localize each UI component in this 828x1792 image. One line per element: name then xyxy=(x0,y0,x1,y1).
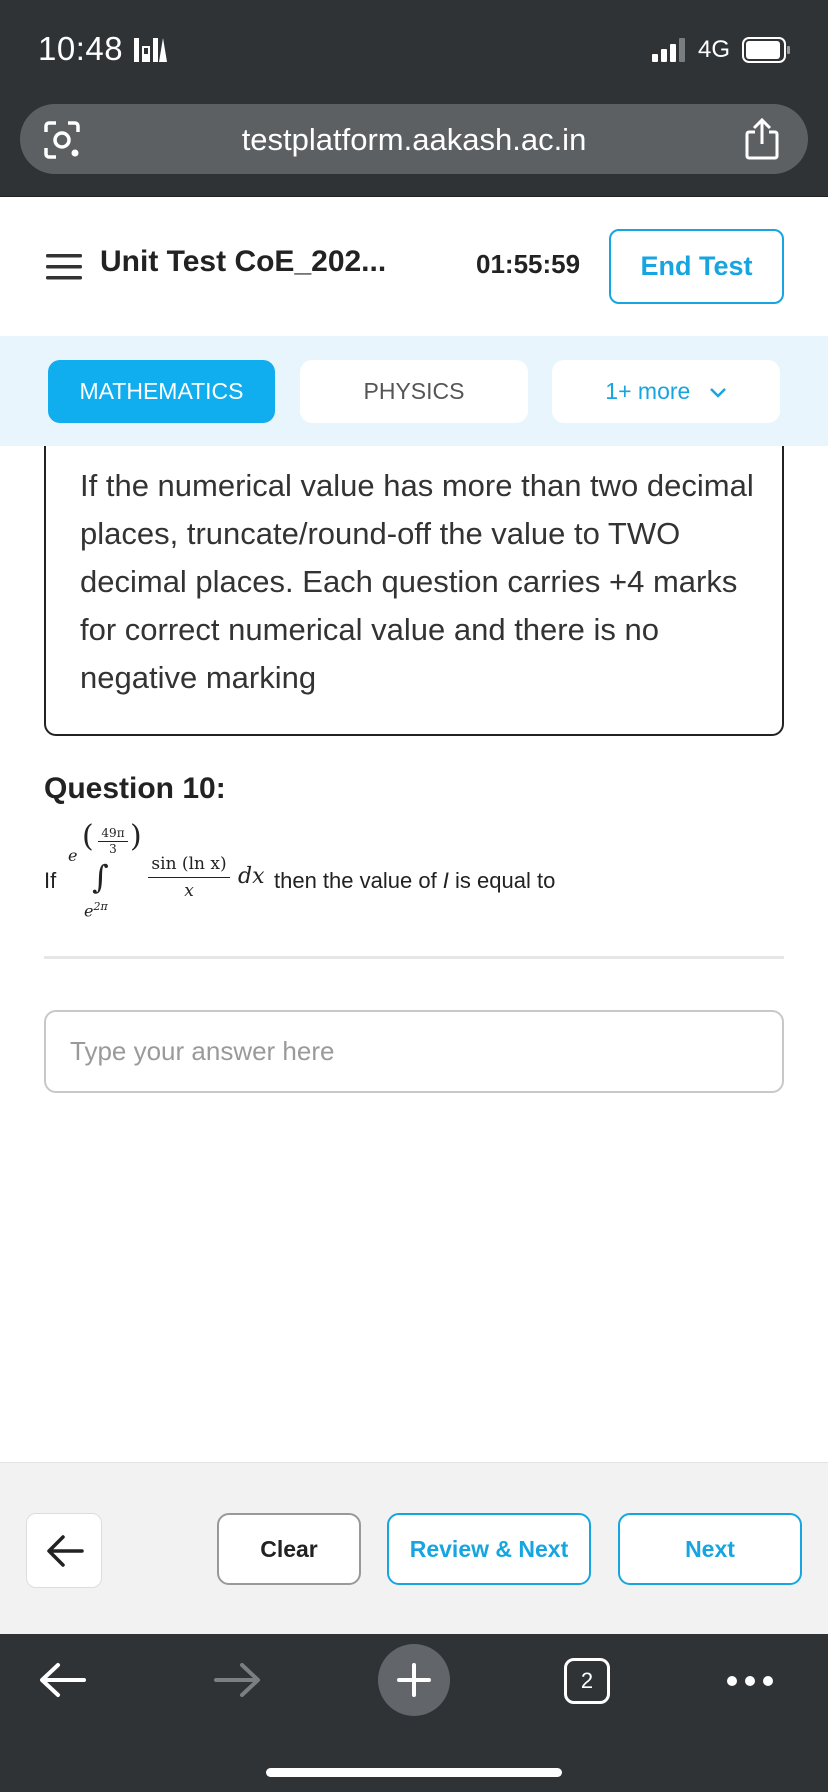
browser-back-icon[interactable] xyxy=(38,1660,88,1700)
instructions-text: If the numerical value has more than two decimal places, truncate/round-off the value to TWO decimal places. Each question carries +4 marks for correct numerical value and there is no negative marking xyxy=(80,468,754,695)
test-header xyxy=(0,196,828,336)
divider xyxy=(44,956,784,959)
question-suffix xyxy=(274,868,555,894)
countdown-timer: 01:55:59 xyxy=(476,249,581,279)
integrand xyxy=(148,854,230,901)
tab-more-subjects[interactable] xyxy=(552,360,780,423)
question-number: Question 10: xyxy=(44,772,226,805)
activity-icon xyxy=(133,36,167,64)
upper-limit-exponent xyxy=(98,826,128,856)
upper-limit-base: e xyxy=(68,846,78,865)
subject-tabs xyxy=(0,336,828,446)
home-indicator xyxy=(266,1768,562,1777)
end-test-button[interactable]: End Test xyxy=(609,229,784,304)
new-tab-button[interactable] xyxy=(378,1644,450,1716)
upper-exp-numerator: 49π xyxy=(98,826,128,842)
browser-forward-icon[interactable] xyxy=(212,1660,262,1700)
tabs-count-button[interactable]: 2 xyxy=(564,1658,610,1704)
question-variable: I xyxy=(442,868,449,893)
clear-button[interactable]: Clear xyxy=(217,1513,361,1585)
integrand-numerator: sin (ln x) xyxy=(148,854,230,878)
tab-physics[interactable]: PHYSICS xyxy=(300,360,528,423)
lower-limit-base: e xyxy=(84,901,94,921)
browser-toolbar xyxy=(0,98,828,196)
question-suffix-part1: then the value of xyxy=(274,868,443,893)
tab-mathematics[interactable]: MATHEMATICS xyxy=(48,360,275,423)
instructions-box xyxy=(44,446,784,736)
question-prefix: If xyxy=(44,868,57,893)
network-type: 4G xyxy=(698,36,731,63)
action-bar xyxy=(0,1462,828,1634)
differential: dx xyxy=(238,864,265,889)
signal-icon xyxy=(652,38,690,62)
address-bar[interactable] xyxy=(20,104,808,174)
browser-bottom-nav xyxy=(0,1634,828,1792)
url-text: testplatform.aakash.ac.in xyxy=(241,122,587,157)
status-bar xyxy=(0,0,828,98)
more-options-icon[interactable] xyxy=(726,1674,774,1688)
answer-input[interactable] xyxy=(44,1010,784,1093)
review-next-button[interactable]: Review & Next xyxy=(387,1513,591,1585)
share-icon[interactable] xyxy=(744,118,780,160)
chevron-down-icon xyxy=(709,387,727,399)
battery-icon xyxy=(742,37,790,63)
more-subjects-label: 1+ more xyxy=(605,378,691,404)
hamburger-menu-icon[interactable] xyxy=(46,253,82,281)
lower-limit-exponent: 2π xyxy=(93,900,108,913)
question-suffix-part2: is equal to xyxy=(448,868,556,893)
arrow-left-icon xyxy=(46,1534,84,1568)
upper-exp-denominator: 3 xyxy=(109,842,117,856)
previous-question-button[interactable] xyxy=(26,1513,102,1588)
plus-icon xyxy=(396,1662,432,1698)
lower-limit xyxy=(84,900,108,920)
integral-sign: ∫ xyxy=(92,858,109,896)
integrand-denominator: x xyxy=(184,881,194,901)
next-button[interactable]: Next xyxy=(618,1513,802,1585)
question-text: If e ( $\frac{49\pi}{3}$ ) ∫ $e^{2\pi}$ $\frac{\text{sin (ln x)}}{x}$ dx then the value of I is equal to xyxy=(44,819,556,921)
test-title: Unit Test CoE_202... xyxy=(100,245,387,278)
status-time: 10:48 xyxy=(38,30,124,67)
